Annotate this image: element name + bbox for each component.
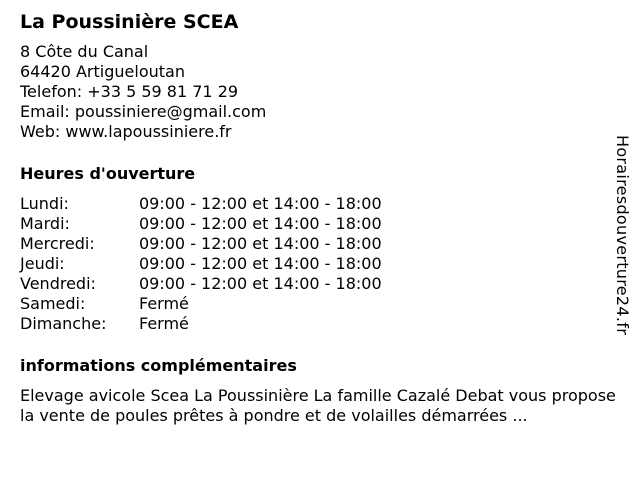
phone-number[interactable]: +33 5 59 81 71 29 (87, 82, 239, 101)
day-label: Lundi: (20, 194, 69, 213)
address-street: 8 Côte du Canal (20, 42, 149, 61)
day-hours: Fermé (139, 294, 189, 313)
hours-row-lundi (20, 194, 620, 214)
day-label: Dimanche: (20, 314, 107, 333)
web-link[interactable]: www.lapoussiniere.fr (65, 122, 232, 141)
day-label: Samedi: (20, 294, 86, 313)
info-title: informations complémentaires (20, 356, 297, 375)
day-hours: 09:00 - 12:00 et 14:00 - 18:00 (139, 234, 382, 253)
web-label: Web: (20, 122, 61, 141)
day-label: Jeudi: (20, 254, 65, 273)
business-name: La Poussinière SCEA (20, 11, 239, 33)
email-label: Email: (20, 102, 70, 121)
day-hours: 09:00 - 12:00 et 14:00 - 18:00 (139, 194, 382, 213)
hours-row-samedi (20, 294, 620, 314)
day-label: Mardi: (20, 214, 70, 233)
day-label: Mercredi: (20, 234, 95, 253)
web-line (20, 122, 620, 142)
hours-table (20, 194, 620, 334)
email-address[interactable]: poussiniere@gmail.com (74, 102, 267, 121)
hours-row-mardi (20, 214, 620, 234)
info-description: Elevage avicole Scea La Poussinière La famille Cazalé Debat vous propose la vente de poules prêtes à pondre et de volailles démarrées ... (20, 386, 616, 425)
hours-title: Heures d'ouverture (20, 164, 196, 183)
phone-line (20, 82, 620, 102)
phone-label: Telefon: (20, 82, 83, 101)
brand-watermark: Horairesdouverture24.fr (613, 135, 632, 336)
hours-row-dimanche (20, 314, 620, 334)
email-line (20, 102, 620, 122)
day-label: Vendredi: (20, 274, 96, 293)
day-hours: Fermé (139, 314, 189, 333)
day-hours: 09:00 - 12:00 et 14:00 - 18:00 (139, 274, 382, 293)
business-card (20, 10, 620, 426)
day-hours: 09:00 - 12:00 et 14:00 - 18:00 (139, 254, 382, 273)
hours-row-vendredi (20, 274, 620, 294)
address-city: 64420 Artigueloutan (20, 62, 185, 81)
hours-row-mercredi (20, 234, 620, 254)
hours-row-jeudi (20, 254, 620, 274)
day-hours: 09:00 - 12:00 et 14:00 - 18:00 (139, 214, 382, 233)
